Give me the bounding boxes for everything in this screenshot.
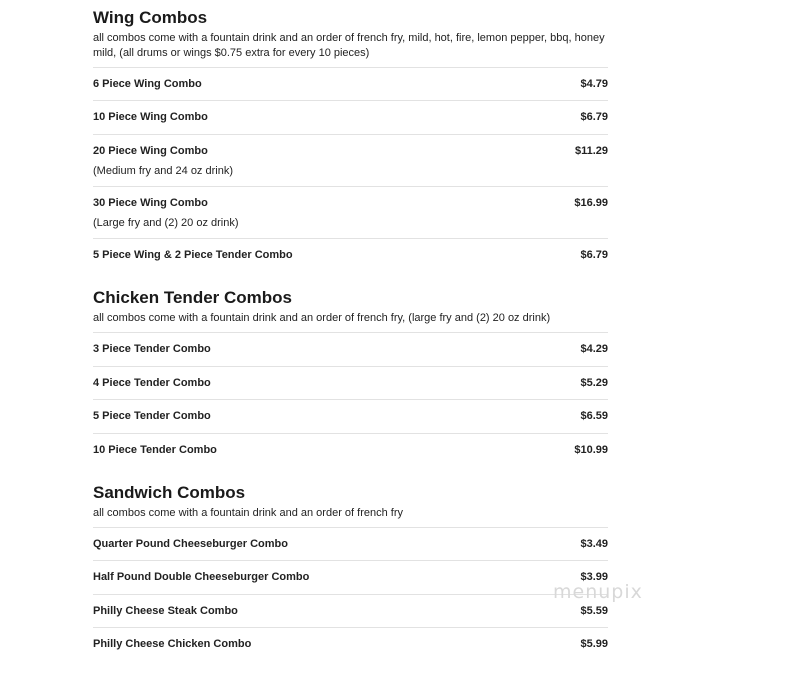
item-name: 3 Piece Tender Combo (93, 343, 211, 355)
item-price: $10.99 (574, 444, 608, 456)
item-price: $3.49 (580, 538, 608, 550)
section-description: all combos come with a fountain drink and an order of french fry (93, 507, 403, 519)
menu-item (93, 399, 608, 433)
menu-item (93, 627, 608, 661)
item-price: $3.99 (580, 571, 608, 583)
item-price: $6.59 (580, 410, 608, 422)
item-name: Half Pound Double Cheeseburger Combo (93, 571, 310, 583)
item-price: $4.79 (580, 78, 608, 90)
section-description: all combos come with a fountain drink and an order of french fry, (large fry and (2) 20 oz drink) (93, 312, 551, 324)
item-name: 5 Piece Tender Combo (93, 410, 211, 422)
menu-item (93, 433, 608, 467)
menu-item (93, 560, 608, 594)
section-title: Sandwich Combos (93, 483, 246, 502)
item-name: 5 Piece Wing & 2 Piece Tender Combo (93, 249, 293, 261)
watermark: menupix (553, 581, 643, 603)
item-name: 10 Piece Wing Combo (93, 111, 208, 123)
section-title: Wing Combos (93, 8, 208, 27)
item-name: Philly Cheese Steak Combo (93, 605, 238, 617)
item-note: (Medium fry and 24 oz drink) (93, 165, 233, 177)
menu-item (93, 238, 608, 272)
section-sandwich-combos (93, 483, 608, 525)
item-price: $4.29 (580, 343, 608, 355)
item-price: $5.29 (580, 377, 608, 389)
item-price: $6.79 (580, 249, 608, 261)
item-name: Quarter Pound Cheeseburger Combo (93, 538, 288, 550)
item-price: $5.99 (580, 638, 608, 650)
section-title: Chicken Tender Combos (93, 288, 292, 307)
item-name: 10 Piece Tender Combo (93, 444, 217, 456)
item-name: 4 Piece Tender Combo (93, 377, 211, 389)
item-note: (Large fry and (2) 20 oz drink) (93, 217, 239, 229)
item-name: 20 Piece Wing Combo (93, 145, 208, 157)
item-price: $16.99 (574, 197, 608, 209)
menu-item (93, 527, 608, 560)
menu-item (93, 332, 608, 366)
menu-item (93, 186, 608, 238)
menu-item (93, 100, 608, 134)
item-price: $6.79 (580, 111, 608, 123)
menu-item (93, 67, 608, 100)
item-name: 30 Piece Wing Combo (93, 197, 208, 209)
item-name: Philly Cheese Chicken Combo (93, 638, 252, 650)
section-chicken-tender-combos (93, 288, 608, 330)
menu-item (93, 366, 608, 399)
menu-item (93, 134, 608, 186)
item-price: $11.29 (574, 145, 608, 157)
menu-item (93, 594, 608, 627)
section-description: all combos come with a fountain drink and an order of french fry, mild, hot, fire, lemon pepper, bbq, honey mild, (all drums or wings $0.75 extra for every 10 pieces) (93, 32, 605, 59)
section-wing-combos (93, 8, 608, 65)
item-price: $5.59 (580, 605, 608, 617)
item-name: 6 Piece Wing Combo (93, 78, 202, 90)
